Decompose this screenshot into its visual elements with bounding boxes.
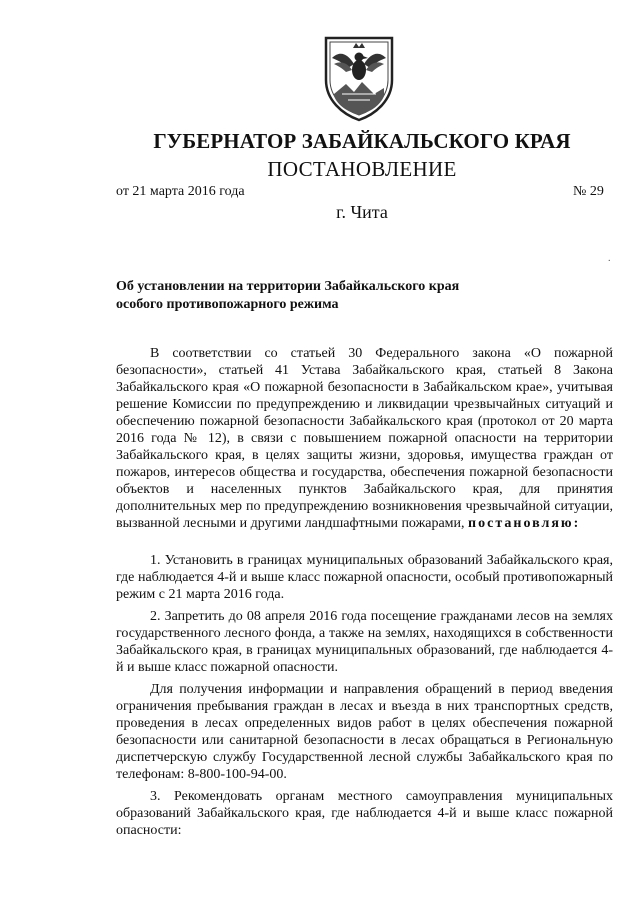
zabaikalsky-coat-of-arms-icon xyxy=(318,34,400,122)
preamble-text: В соответствии со статьей 30 Федерального закона «О пожарной безопасности», статьей 41 Устава Забайкальского края, статьей 8 Закона Забайкальского края «О пожарной безопасности в Забайкальском крае», учитывая решение Комиссии по предупреждению и ликвидации чрезвычайных ситуаций и обеспечению пожарной безопасности Забайкальского края (протокол от 20 марта 2016 года № 12), в связи с повышением пожарной опасности на территории Забайкальского края, в целях защиты жизни, здоровья, имущества граждан от пожаров, интересов общества и государства, обеспечения пожарной безопасности объектов и населенных пунктов Забайкальского края, для принятия дополнительных мер по предупреждению возникновения чрезвычайной ситуации, вызванной лесными и другими ландшафтными пожарами, xyxy=(116,346,613,531)
document-city: г. Чита xyxy=(336,202,388,222)
item-2-paragraph: 2. Запретить до 08 апреля 2016 года посещение гражданами лесов на землях государственного лесного фонда, а также на землях, находящихся в собственности Забайкальского края, в границах муниципальных образований, где наблюдается 4-й и выше класс пожарной опасности. xyxy=(116,609,613,675)
item-1-paragraph: 1. Установить в границах муниципальных образований Забайкальского края, где наблюдается 4-й и выше класс пожарной опасности, особый противопожарный режим с 21 марта 2016 года. xyxy=(116,553,613,602)
subject-line-1: Об установлении на территории Забайкальского края xyxy=(116,279,460,294)
document-subject xyxy=(116,278,556,314)
document-type: ПОСТАНОВЛЕНИЕ xyxy=(267,157,457,181)
document-date: от 21 марта 2016 года xyxy=(116,184,245,199)
preamble-paragraph xyxy=(116,345,613,532)
item-3-paragraph: 3. Рекомендовать органам местного самоуправления муниципальных образований Забайкальского края, где наблюдается 4-й и выше класс пожарной опасности: xyxy=(116,789,613,838)
decree-word: постановляю: xyxy=(468,516,581,531)
item-2-info-paragraph: Для получения информации и направления обращений в период введения ограничения пребывания граждан в лесах и въезда в них транспортных средств, проведения в лесах определенных видов работ в целях обеспечения пожарной безопасности или санитарной безопасности в лесах обращаться в Региональную диспетчерскую службу Государственной лесной службы Забайкальского края по телефонам: 8-800-100-94-00. xyxy=(116,682,613,782)
scan-speck: . xyxy=(608,253,611,264)
document-number: № 29 xyxy=(573,184,604,199)
document-title: ГУБЕРНАТОР ЗАБАЙКАЛЬСКОГО КРАЯ xyxy=(153,129,571,153)
document-body xyxy=(116,345,613,839)
subject-line-2: особого противопожарного режима xyxy=(116,297,339,312)
